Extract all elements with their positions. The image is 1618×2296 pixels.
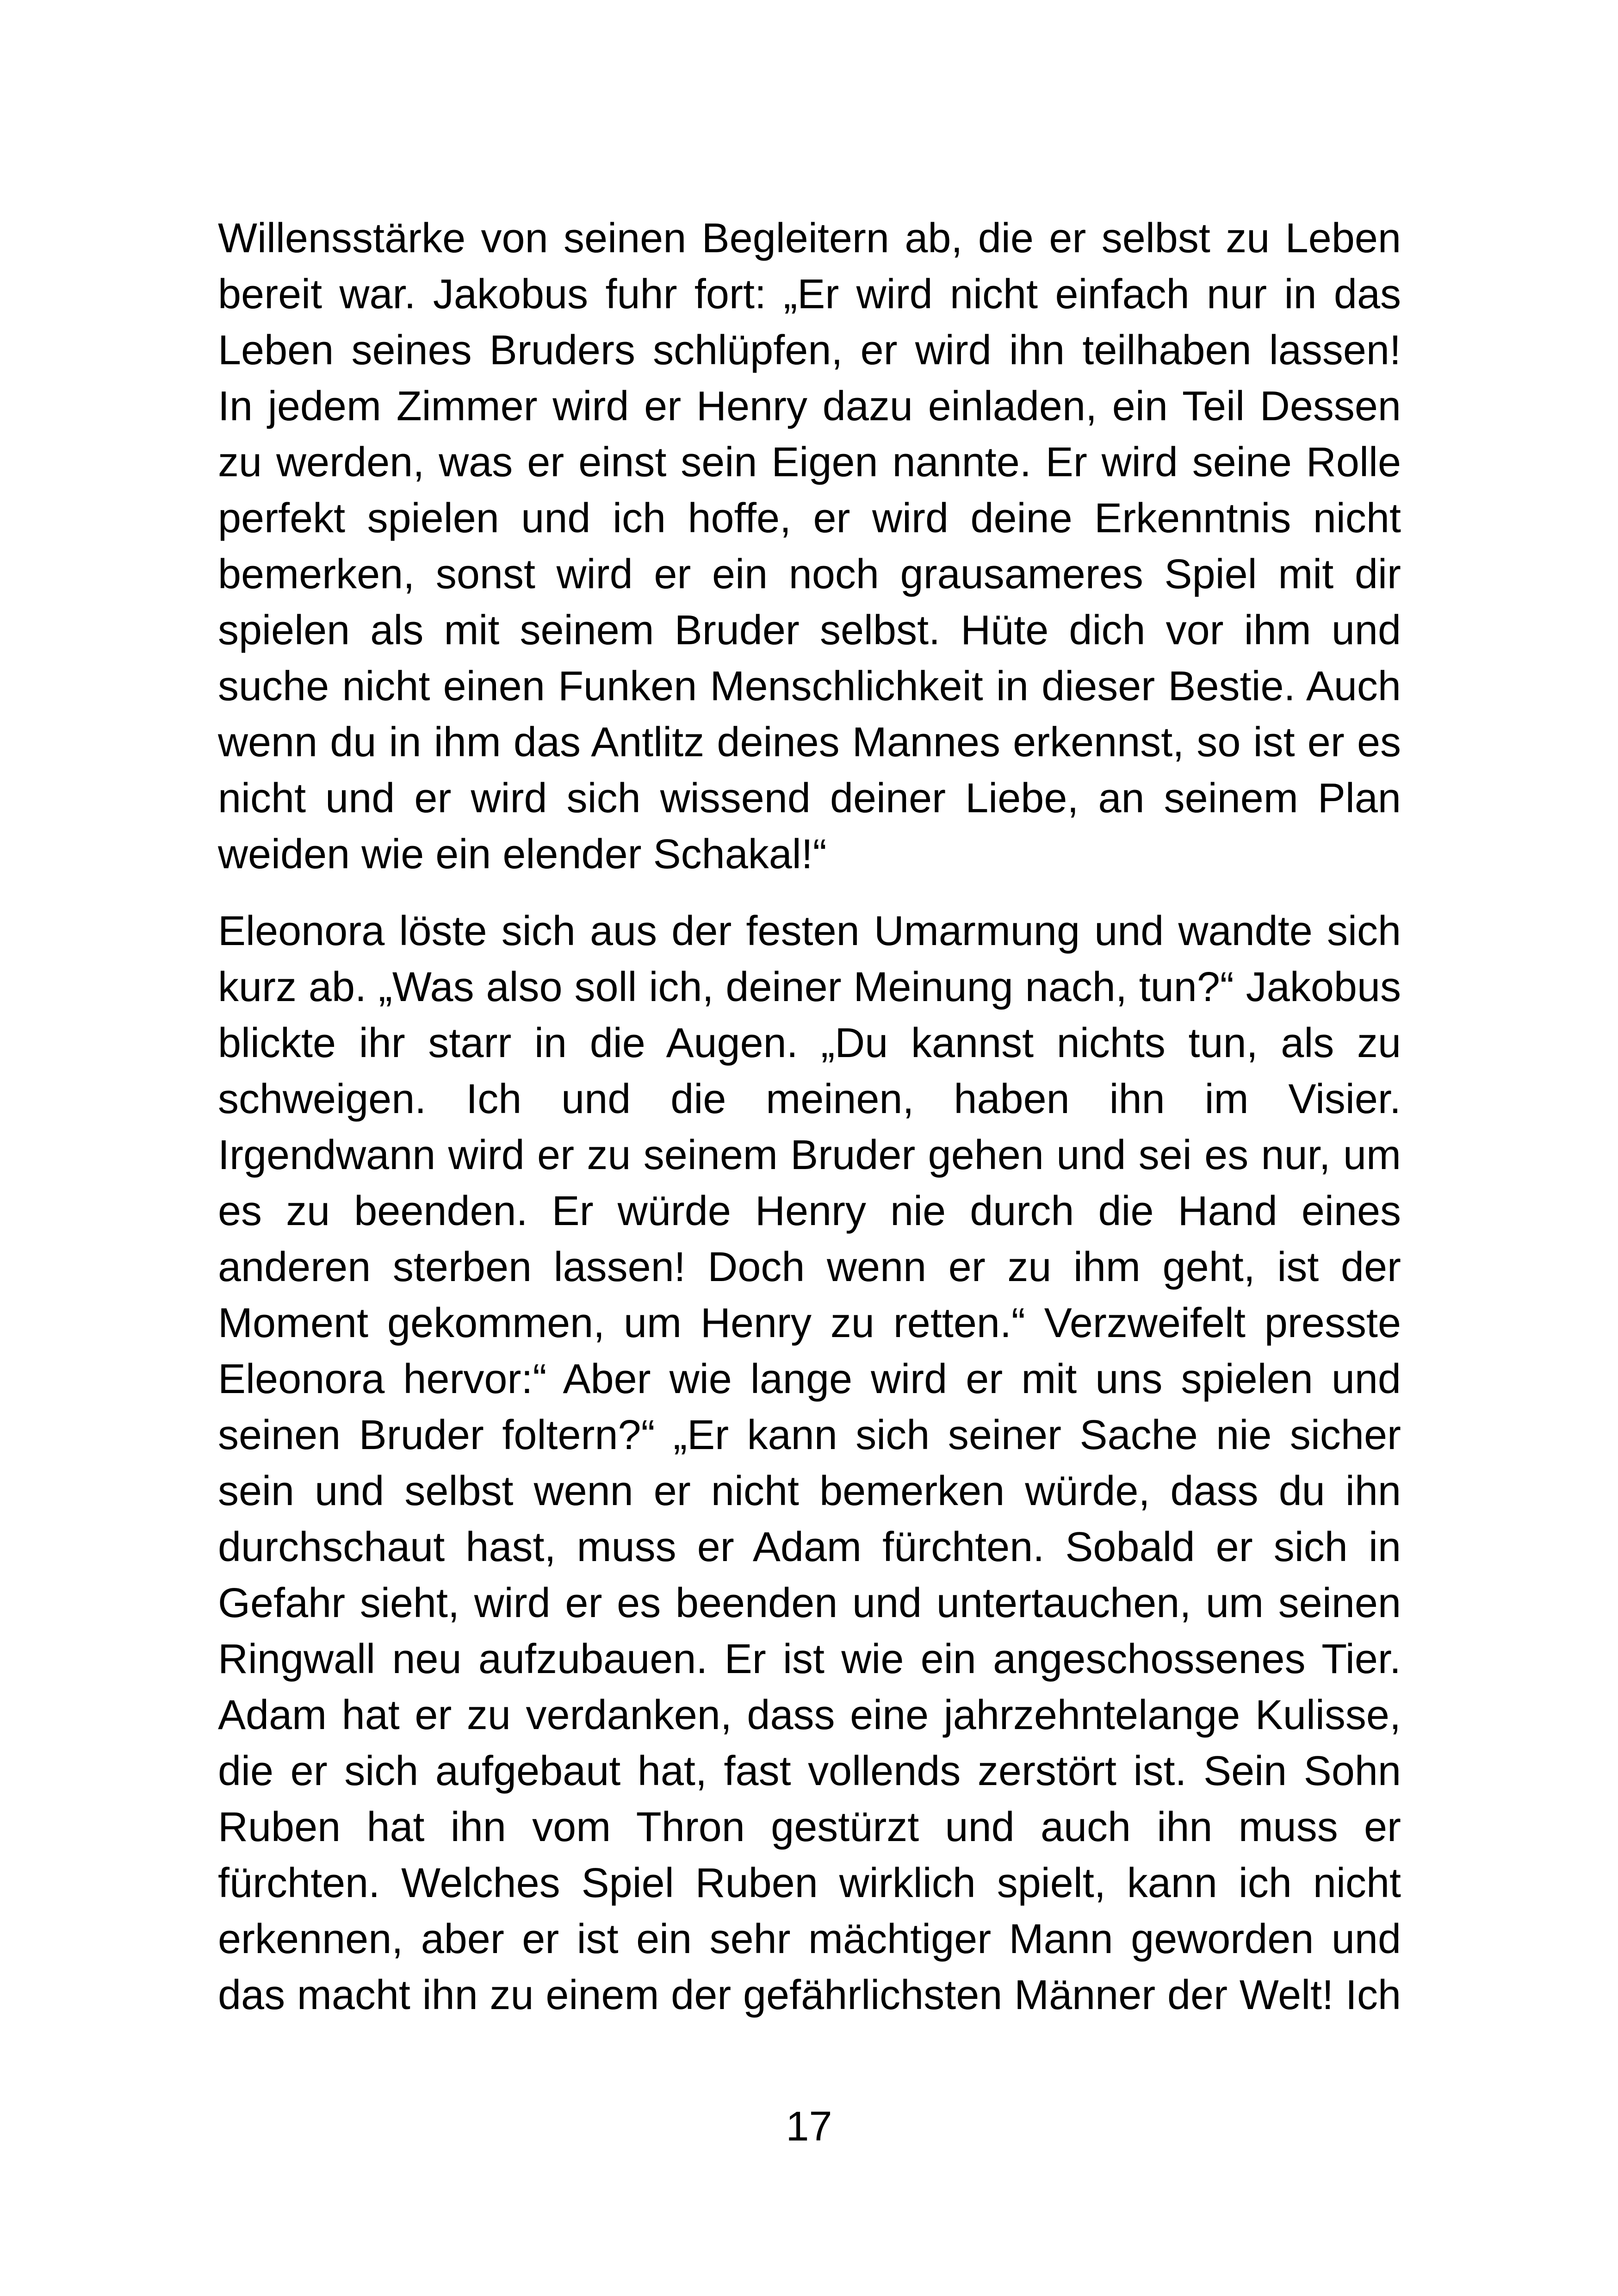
text-line: Irgendwann wird er zu seinem Bruder gehen und sei es nur, um — [218, 1132, 1401, 1178]
text-line: erkennen, aber er ist ein sehr mächtiger Mann geworden und — [218, 1916, 1401, 1962]
paragraph — [218, 903, 1401, 2023]
body-text — [218, 211, 1401, 2044]
text-line: seinen Bruder foltern?“ „Er kann sich seiner Sache nie sicher — [218, 1412, 1401, 1458]
text-line: wenn du in ihm das Antlitz deines Mannes erkennst, so ist er es — [218, 719, 1401, 765]
text-line: anderen sterben lassen! Doch wenn er zu ihm geht, ist der — [218, 1244, 1401, 1290]
text-line: weiden wie ein elender Schakal!“ — [218, 831, 827, 877]
text-line: Moment gekommen, um Henry zu retten.“ Verzweifelt presste — [218, 1300, 1401, 1346]
text-line: suche nicht einen Funken Menschlichkeit in dieser Bestie. Auch — [218, 663, 1401, 709]
text-line: perfekt spielen und ich hoffe, er wird deine Erkenntnis nicht — [218, 495, 1401, 541]
text-line: bereit war. Jakobus fuhr fort: „Er wird nicht einfach nur in das — [218, 271, 1401, 317]
text-line: Ruben hat ihn vom Thron gestürzt und auch ihn muss er — [218, 1804, 1401, 1850]
text-line: fürchten. Welches Spiel Ruben wirklich spielt, kann ich nicht — [218, 1860, 1401, 1906]
text-line: Gefahr sieht, wird er es beenden und untertauchen, um seinen — [218, 1580, 1401, 1626]
text-line: Leben seines Bruders schlüpfen, er wird ihn teilhaben lassen! — [218, 327, 1401, 373]
page-number: 17 — [786, 2103, 832, 2150]
text-line: es zu beenden. Er würde Henry nie durch die Hand eines — [218, 1188, 1401, 1234]
text-line: Eleonora hervor:“ Aber wie lange wird er mit uns spielen und — [218, 1356, 1401, 1402]
text-line: spielen als mit seinem Bruder selbst. Hüte dich vor ihm und — [218, 607, 1401, 653]
text-line: nicht und er wird sich wissend deiner Liebe, an seinem Plan — [218, 775, 1401, 821]
text-line: Willensstärke von seinen Begleitern ab, die er selbst zu Leben — [218, 215, 1401, 261]
text-line: zu werden, was er einst sein Eigen nannte. Er wird seine Rolle — [218, 439, 1401, 485]
text-line: durchschaut hast, muss er Adam fürchten. Sobald er sich in — [218, 1524, 1401, 1570]
text-line: Eleonora löste sich aus der festen Umarmung und wandte sich — [218, 908, 1401, 954]
text-line: kurz ab. „Was also soll ich, deiner Meinung nach, tun?“ Jakobus — [218, 964, 1401, 1010]
text-line: Ringwall neu aufzubauen. Er ist wie ein angeschossenes Tier. — [218, 1636, 1401, 1682]
text-line: das macht ihn zu einem der gefährlichsten Männer der Welt! Ich — [218, 1972, 1401, 2018]
text-line: In jedem Zimmer wird er Henry dazu einladen, ein Teil Dessen — [218, 383, 1401, 429]
text-line: sein und selbst wenn er nicht bemerken würde, dass du ihn — [218, 1468, 1401, 1514]
text-line: schweigen. Ich und die meinen, haben ihn im Visier. — [218, 1076, 1401, 1122]
text-line: die er sich aufgebaut hat, fast vollends zerstört ist. Sein Sohn — [218, 1748, 1401, 1794]
text-line: bemerken, sonst wird er ein noch grausameres Spiel mit dir — [218, 551, 1401, 597]
text-line: Adam hat er zu verdanken, dass eine jahrzehntelange Kulisse, — [218, 1692, 1401, 1738]
text-line: blickte ihr starr in die Augen. „Du kannst nichts tun, als zu — [218, 1020, 1401, 1066]
paragraph — [218, 211, 1401, 883]
